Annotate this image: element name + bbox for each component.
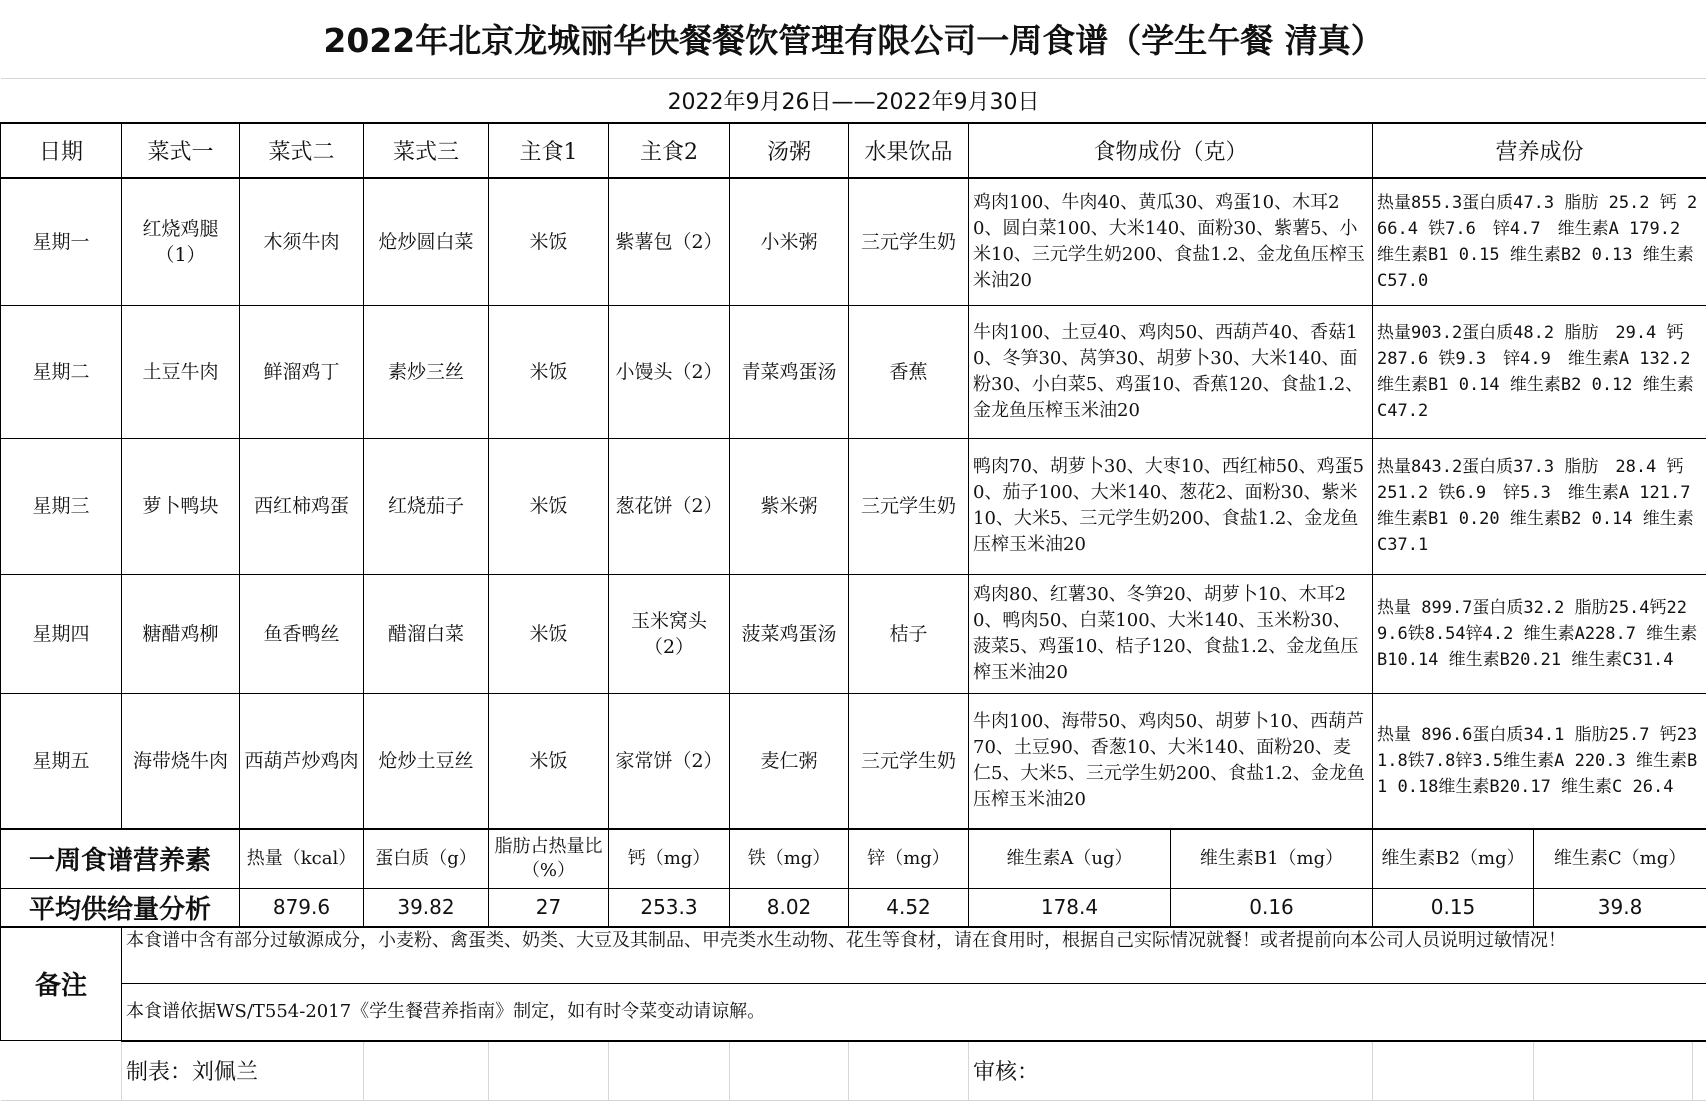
summary-name: 钙（mg）	[609, 829, 730, 888]
ingredients-cell: 鸡肉80、红薯30、冬笋20、胡萝卜10、木耳20、鸭肉50、白菜100、大米140、玉米粉30、菠菜5、鸡蛋10、桔子120、食盐1.2、金龙鱼压榨玉米油20	[969, 574, 1373, 693]
fruit-cell: 香蕉	[849, 305, 969, 438]
allergen-note: 本食谱中含有部分过敏源成分，小麦粉、禽蛋类、奶类、大豆及其制品、甲壳类水生动物、花生等食材，请在食用时，根据自己实际情况就餐！或者提前向本公司人员说明过敏情况！	[122, 927, 1706, 984]
notes-label: 备注	[1, 927, 122, 1041]
staple2-cell: 紫薯包（2）	[609, 178, 730, 305]
day-name: 星期五	[1, 693, 122, 829]
ingredients-cell: 牛肉100、土豆40、鸡肉50、西葫芦40、香菇10、冬笋30、莴笋30、胡萝卜30、大米140、面粉30、小白菜5、鸡蛋10、香蕉120、食盐1.2、金龙鱼压榨玉米油20	[969, 305, 1373, 438]
table-row	[1, 438, 1706, 574]
fruit-cell: 三元学生奶	[849, 438, 969, 574]
nutrition-cell: 热量 896.6蛋白质34.1 脂肪25.7 钙231.8铁7.8锌3.5维生素A 220.3 维生素B1 0.18维生素B20.17 维生素C 26.4	[1373, 693, 1706, 829]
header-staple1: 主食1	[489, 123, 609, 178]
summary-name: 维生素C（mg）	[1534, 829, 1706, 888]
summary-value: 0.16	[1171, 888, 1373, 927]
reviewed-by: 审核：	[969, 1041, 1373, 1101]
header-fruit: 水果饮品	[849, 123, 969, 178]
summary-name: 铁（mg）	[730, 829, 849, 888]
ingredients-cell: 鸡肉100、牛肉40、黄瓜30、鸡蛋10、木耳20、圆白菜100、大米140、面粉30、紫薯5、小米10、三元学生奶200、食盐1.2、金龙鱼压榨玉米油20	[969, 178, 1373, 305]
dish1-cell: 糖醋鸡柳	[122, 574, 240, 693]
summary-value: 253.3	[609, 888, 730, 927]
header-dish3: 菜式三	[364, 123, 489, 178]
header-dish2: 菜式二	[240, 123, 364, 178]
footer-row	[1, 1041, 1706, 1101]
guideline-note: 本食谱依据WS/T554-2017《学生餐营养指南》制定，如有时令菜变动请谅解。	[122, 984, 1706, 1041]
nutrition-cell: 热量855.3蛋白质47.3 脂肪 25.2 钙 266.4 铁7.6 锌4.7 维生素A 179.2 维生素B1 0.15 维生素B2 0.13 维生素C57.0	[1373, 178, 1706, 305]
page-title: 2022年北京龙城丽华快餐餐饮管理有限公司一周食谱（学生午餐 清真）	[1, 0, 1706, 78]
table-row	[1, 693, 1706, 829]
dish2-cell: 木须牛肉	[240, 178, 364, 305]
header-ingredients: 食物成份（克）	[969, 123, 1373, 178]
ingredients-cell: 鸭肉70、胡萝卜30、大枣10、西红柿50、鸡蛋50、茄子100、大米140、葱花2、面粉30、紫米10、大米5、三元学生奶200、食盐1.2、金龙鱼压榨玉米油20	[969, 438, 1373, 574]
dish3-cell: 素炒三丝	[364, 305, 489, 438]
summary-label-bottom: 平均供给量分析	[1, 888, 240, 927]
prepared-by: 制表：刘佩兰	[122, 1041, 364, 1101]
fruit-cell: 桔子	[849, 574, 969, 693]
summary-value: 879.6	[240, 888, 364, 927]
staple2-cell: 葱花饼（2）	[609, 438, 730, 574]
staple1-cell: 米饭	[489, 178, 609, 305]
summary-value: 4.52	[849, 888, 969, 927]
summary-label-top: 一周食谱营养素	[1, 829, 240, 888]
dish3-cell: 醋溜白菜	[364, 574, 489, 693]
dish2-cell: 鱼香鸭丝	[240, 574, 364, 693]
staple2-cell: 家常饼（2）	[609, 693, 730, 829]
dish3-cell: 炝炒圆白菜	[364, 178, 489, 305]
summary-value-row	[1, 888, 1706, 927]
summary-value: 0.15	[1373, 888, 1534, 927]
summary-value: 178.4	[969, 888, 1171, 927]
table-row	[1, 305, 1706, 438]
day-name: 星期三	[1, 438, 122, 574]
table-row	[1, 574, 1706, 693]
notes-row	[1, 984, 1706, 1041]
staple2-cell: 小馒头（2）	[609, 305, 730, 438]
day-name: 星期二	[1, 305, 122, 438]
day-name: 星期一	[1, 178, 122, 305]
soup-cell: 小米粥	[730, 178, 849, 305]
dish1-cell: 萝卜鸭块	[122, 438, 240, 574]
table-row	[1, 178, 1706, 305]
dish3-cell: 炝炒土豆丝	[364, 693, 489, 829]
summary-name: 维生素B1（mg）	[1171, 829, 1373, 888]
dish1-cell: 海带烧牛肉	[122, 693, 240, 829]
soup-cell: 麦仁粥	[730, 693, 849, 829]
staple1-cell: 米饭	[489, 693, 609, 829]
dish2-cell: 西红柿鸡蛋	[240, 438, 364, 574]
summary-name: 热量（kcal）	[240, 829, 364, 888]
summary-value: 39.8	[1534, 888, 1706, 927]
header-nutrition: 营养成份	[1373, 123, 1706, 178]
dish3-cell: 红烧茄子	[364, 438, 489, 574]
header-staple2: 主食2	[609, 123, 730, 178]
nutrition-cell: 热量 899.7蛋白质32.2 脂肪25.4钙229.6铁8.54锌4.2 维生素A228.7 维生素B10.14 维生素B20.21 维生素C31.4	[1373, 574, 1706, 693]
notes-row	[1, 927, 1706, 984]
summary-value: 39.82	[364, 888, 489, 927]
staple1-cell: 米饭	[489, 305, 609, 438]
dish2-cell: 鲜溜鸡丁	[240, 305, 364, 438]
fruit-cell: 三元学生奶	[849, 693, 969, 829]
nutrition-cell: 热量843.2蛋白质37.3 脂肪 28.4 钙 251.2 铁6.9 锌5.3 维生素A 121.7 维生素B1 0.20 维生素B2 0.14 维生素C37.1	[1373, 438, 1706, 574]
nutrition-cell: 热量903.2蛋白质48.2 脂肪 29.4 钙 287.6 铁9.3 锌4.9 维生素A 132.2 维生素B1 0.14 维生素B2 0.12 维生素C47.2	[1373, 305, 1706, 438]
header-dish1: 菜式一	[122, 123, 240, 178]
summary-value: 27	[489, 888, 609, 927]
summary-value: 8.02	[730, 888, 849, 927]
dish1-cell: 红烧鸡腿（1）	[122, 178, 240, 305]
dish1-cell: 土豆牛肉	[122, 305, 240, 438]
staple1-cell: 米饭	[489, 574, 609, 693]
header-soup: 汤粥	[730, 123, 849, 178]
summary-name: 蛋白质（g）	[364, 829, 489, 888]
soup-cell: 紫米粥	[730, 438, 849, 574]
summary-name: 维生素A（ug）	[969, 829, 1171, 888]
staple1-cell: 米饭	[489, 438, 609, 574]
header-date: 日期	[1, 123, 122, 178]
dish2-cell: 西葫芦炒鸡肉	[240, 693, 364, 829]
summary-name: 维生素B2（mg）	[1373, 829, 1534, 888]
date-range: 2022年9月26日——2022年9月30日	[1, 78, 1706, 123]
summary-header-row	[1, 829, 1706, 888]
ingredients-cell: 牛肉100、海带50、鸡肉50、胡萝卜10、西葫芦70、土豆90、香葱10、大米140、面粉20、麦仁5、大米5、三元学生奶200、食盐1.2、金龙鱼压榨玉米油20	[969, 693, 1373, 829]
soup-cell: 菠菜鸡蛋汤	[730, 574, 849, 693]
header-row	[1, 123, 1706, 178]
soup-cell: 青菜鸡蛋汤	[730, 305, 849, 438]
day-name: 星期四	[1, 574, 122, 693]
fruit-cell: 三元学生奶	[849, 178, 969, 305]
summary-name: 脂肪占热量比（%）	[489, 829, 609, 888]
summary-name: 锌（mg）	[849, 829, 969, 888]
staple2-cell: 玉米窝头（2）	[609, 574, 730, 693]
